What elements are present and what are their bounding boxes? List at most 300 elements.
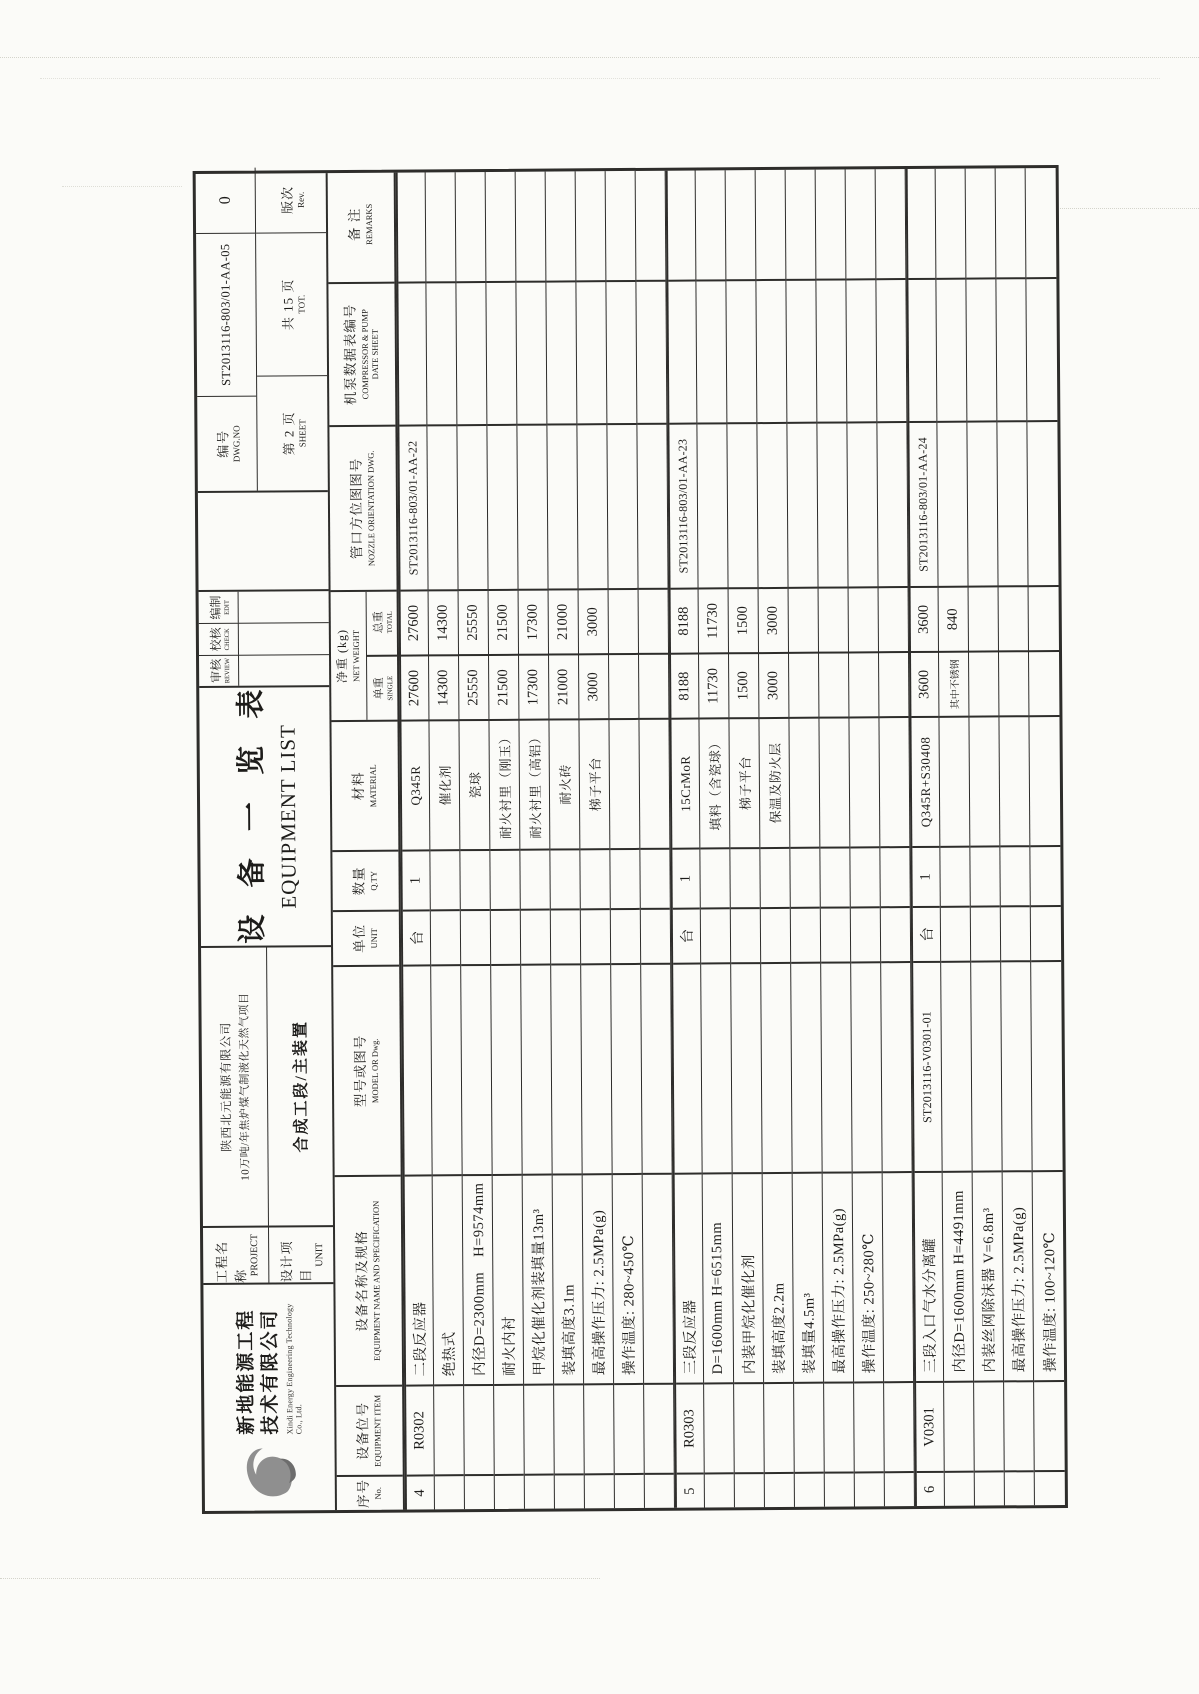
- cell-qty: [850, 846, 879, 906]
- cell-nozzle: ST2013116-803/01-AA-24: [909, 421, 937, 586]
- cell-material: 瓷球: [459, 719, 489, 849]
- cell-spec: 内装丝网除沫器 V=6.8m³: [973, 1170, 1003, 1380]
- cell-model: [461, 964, 491, 1174]
- cell-spec: 绝热式: [433, 1174, 463, 1384]
- cell-single: 25550: [459, 654, 488, 719]
- cell-single: 11730: [699, 652, 728, 717]
- cell-item: [974, 1380, 1004, 1470]
- col-header-model: 型号或图号 MODEL OR Dwg.: [333, 965, 400, 1175]
- cell-remarks: [546, 165, 576, 280]
- unit-label: 设计项目 UNIT: [279, 1240, 326, 1283]
- cell-nozzle: [877, 421, 907, 586]
- cell-single: [969, 650, 998, 715]
- cell-model: [551, 963, 581, 1173]
- cell-model: [581, 963, 611, 1173]
- cell-total: 1500: [729, 587, 758, 652]
- cell-item: [944, 1381, 974, 1471]
- cell-no: [885, 1471, 914, 1506]
- cell-total: 8188: [671, 588, 698, 653]
- titleblock-spacer-cell: [198, 490, 329, 590]
- cell-spec: 操作温度: 280~450℃: [613, 1173, 643, 1383]
- signature-cell: [239, 622, 329, 654]
- cell-total: 11730: [699, 587, 728, 652]
- cell-remarks: [816, 163, 846, 278]
- cell-no: [795, 1472, 824, 1507]
- cell-unit: [641, 908, 670, 963]
- signature-cell: [239, 654, 329, 686]
- cell-qty: [430, 849, 459, 909]
- cell-spec: 二段反应器: [405, 1174, 433, 1384]
- cell-no: [645, 1473, 674, 1508]
- cell-model: [971, 960, 1001, 1170]
- cell-material: 梯子平台: [729, 717, 759, 847]
- cell-unit: [491, 909, 520, 964]
- dwg-no-label: 编号 DWG.NO: [197, 396, 257, 491]
- cell-pump: [486, 281, 516, 424]
- cell-qty: [1000, 845, 1029, 905]
- cell-single: 其中不锈钢: [939, 651, 968, 716]
- cell-nozzle: ST2013116-803/01-AA-23: [669, 423, 697, 588]
- cell-qty: [820, 846, 849, 906]
- cell-spec: [883, 1171, 913, 1381]
- scan-artifact-line: [40, 78, 1160, 79]
- titleblock-values: [201, 945, 333, 1226]
- cell-remarks: [398, 166, 426, 281]
- cell-model: ST2013116-V0301-01: [913, 961, 941, 1171]
- cell-remarks: [426, 166, 456, 281]
- cell-spec: [643, 1173, 673, 1383]
- cell-pump: [516, 281, 546, 424]
- cell-qty: [970, 845, 999, 905]
- cell-single: [879, 651, 908, 716]
- cell-unit: [761, 907, 790, 962]
- cell-nozzle: [577, 423, 607, 588]
- cell-nozzle: [517, 424, 547, 589]
- cell-qty: [520, 849, 549, 909]
- cell-unit: 台: [673, 908, 700, 963]
- dwg-no-value: ST2013116-803/01-AA-05: [196, 233, 256, 396]
- net-weight-title: 净重 (kg) NET WEIGHT: [331, 592, 368, 720]
- cell-qty: [700, 847, 729, 907]
- cell-model: [1001, 960, 1031, 1170]
- cell-model: [673, 963, 701, 1173]
- cell-unit: 台: [913, 906, 940, 961]
- cell-material: [999, 715, 1029, 845]
- cell-no: [1035, 1470, 1065, 1505]
- cell-no: 5: [677, 1472, 704, 1507]
- cell-model: [941, 961, 971, 1171]
- cell-item: [854, 1381, 884, 1471]
- document-title: [199, 679, 331, 946]
- cell-pump: [816, 278, 846, 421]
- cell-spec: 内装甲烷化催化剂: [733, 1172, 763, 1382]
- cell-spec: 装填高度3.1m: [553, 1173, 583, 1383]
- cell-remarks: [908, 163, 936, 278]
- cell-total: 27600: [401, 589, 428, 654]
- cell-no: [765, 1472, 794, 1507]
- cell-pump: [966, 277, 996, 420]
- cell-model: [641, 963, 671, 1173]
- cell-item: [704, 1382, 734, 1472]
- cell-item: [734, 1382, 764, 1472]
- cell-remarks: [636, 165, 666, 280]
- cell-no: [825, 1471, 854, 1506]
- project-value: 陕西北元能源有限公司 10万吨/年焦炉煤气制液化天然气项目: [201, 948, 268, 1226]
- cell-nozzle: [787, 422, 817, 587]
- cell-remarks: [516, 166, 546, 281]
- cell-nozzle: [997, 420, 1027, 585]
- cell-pump: [696, 279, 726, 422]
- cell-model: [761, 962, 791, 1172]
- col-header-material: 材料 MATERIAL: [331, 720, 398, 850]
- cell-remarks: [996, 162, 1026, 277]
- col-header-total: 总重 TOTAL: [372, 611, 394, 634]
- cell-pump: [668, 280, 696, 423]
- cell-single: [849, 651, 878, 716]
- cell-model: [403, 964, 431, 1174]
- cell-unit: [1031, 905, 1061, 960]
- sheet-total: 共 15 页 TOT.: [256, 232, 327, 375]
- cell-unit: [461, 909, 490, 964]
- cell-qty: [550, 848, 579, 908]
- cell-total: [819, 586, 848, 651]
- cell-unit: 台: [403, 909, 430, 964]
- cell-item: [644, 1383, 674, 1473]
- cell-remarks: [606, 165, 636, 280]
- cell-item: [494, 1384, 524, 1474]
- cell-spec: 最高操作压力: 2.5MPa(g): [1003, 1170, 1033, 1380]
- cell-item: [584, 1383, 614, 1473]
- cell-qty: [610, 848, 639, 908]
- cell-item: V0301: [916, 1381, 944, 1471]
- col-header-remarks: 备 注 REMARKS: [346, 203, 375, 245]
- cell-spec: 装填高度2.2m: [763, 1172, 793, 1382]
- cell-material: [939, 716, 969, 846]
- cell-total: [849, 586, 878, 651]
- cell-single: [999, 650, 1028, 715]
- cell-no: [615, 1473, 644, 1508]
- cell-single: 1500: [729, 652, 758, 717]
- cell-single: [819, 651, 848, 716]
- cell-spec: 操作温度: 100~120℃: [1033, 1170, 1064, 1380]
- cell-qty: 1: [672, 848, 699, 908]
- document-title-en: EQUIPMENT LIST: [275, 724, 301, 909]
- cell-material: [789, 717, 819, 847]
- cell-remarks: [726, 164, 756, 279]
- cell-item: [1034, 1380, 1065, 1470]
- cell-pump: [846, 278, 876, 421]
- cell-item: [434, 1384, 464, 1474]
- cell-spec: D=1600mm H=6515mm: [703, 1172, 733, 1382]
- company-name-cn-1: 新地能源工程: [235, 1308, 258, 1435]
- titleblock-labels: [203, 1225, 333, 1283]
- cell-unit: [731, 907, 760, 962]
- cell-nozzle: [607, 423, 637, 588]
- cell-qty: 1: [912, 846, 939, 906]
- cell-single: 17300: [519, 654, 548, 719]
- company-name-en: Xindi Energy Engineering Technology Co., Ltd.: [284, 1303, 304, 1435]
- cell-model: [431, 964, 461, 1174]
- cell-spec: 最高操作压力: 2.5MPa(g): [583, 1173, 613, 1383]
- cell-pump: [576, 280, 606, 423]
- document-title-cn: 设 备 一 览 表: [235, 679, 270, 944]
- cell-no: 6: [917, 1471, 944, 1506]
- cell-material: Q345R: [401, 719, 429, 849]
- cell-item: [524, 1384, 554, 1474]
- cell-single: 21500: [489, 654, 518, 719]
- cell-unit: [881, 906, 910, 961]
- cell-unit: [581, 908, 610, 963]
- cell-total: 3000: [579, 588, 608, 653]
- cell-nozzle: [487, 424, 517, 589]
- cell-qty: [460, 849, 489, 909]
- col-header-qty: 数量 Q.TY: [332, 850, 398, 910]
- cell-spec: 耐火内衬: [493, 1174, 523, 1384]
- cell-no: [945, 1471, 974, 1506]
- cell-single: 8188: [671, 653, 698, 718]
- cell-pump: [456, 281, 486, 424]
- cell-material: 耐火衬里（刚玉）: [489, 719, 519, 849]
- cell-unit: [431, 909, 460, 964]
- cell-total: [609, 588, 638, 653]
- cell-remarks: [936, 163, 966, 278]
- cell-nozzle: [727, 422, 757, 587]
- cell-qty: [490, 849, 519, 909]
- cell-no: [975, 1470, 1004, 1505]
- cell-material: 催化剂: [429, 719, 459, 849]
- cell-unit: [851, 906, 880, 961]
- cell-item: [794, 1382, 824, 1472]
- cell-material: 耐火砖: [549, 718, 579, 848]
- cell-remarks: [846, 163, 876, 278]
- cell-pump: [996, 277, 1026, 420]
- cell-unit: [821, 906, 850, 961]
- cell-model: [851, 961, 881, 1171]
- cell-material: 耐火衬里（高铝）: [519, 719, 549, 849]
- cell-remarks: [1026, 162, 1057, 277]
- cell-total: [879, 586, 908, 651]
- cell-qty: [640, 848, 669, 908]
- sheet-number: 第 2 页 SHEET: [257, 375, 328, 490]
- cell-model: [491, 964, 521, 1174]
- cell-nozzle: [847, 421, 877, 586]
- cell-nozzle: [457, 424, 487, 589]
- cell-pump: [726, 279, 756, 422]
- cell-no: [585, 1473, 614, 1508]
- cell-spec: 内径D=2300mm H=9574mm: [463, 1174, 493, 1384]
- cell-material: Q345R+S30408: [911, 716, 939, 846]
- scan-artifact-line: [0, 1578, 600, 1579]
- cell-remarks: [696, 164, 726, 279]
- col-header-pump-datasheet: 机泵数据表编号 COMPRESSOR & PUMP DATE SHEET: [328, 282, 395, 425]
- cell-remarks: [966, 162, 996, 277]
- cell-single: [789, 652, 818, 717]
- cell-pump: [936, 278, 966, 421]
- cell-nozzle: [817, 421, 847, 586]
- signoff-edit: 编制 EDIT: [199, 592, 239, 624]
- cell-no: [1005, 1470, 1034, 1505]
- cell-unit: [941, 906, 970, 961]
- cell-total: 3000: [759, 587, 788, 652]
- cell-spec: 三段入口气水分离罐: [915, 1171, 943, 1381]
- cell-no: [465, 1474, 494, 1509]
- cell-nozzle: [547, 423, 577, 588]
- cell-nozzle: [637, 423, 667, 588]
- cell-total: [1029, 585, 1059, 650]
- rotated-drawing-sheet: [202, 171, 1062, 1514]
- signoff-grid: [199, 589, 330, 686]
- cell-material: [849, 716, 879, 846]
- unit-value: 合成工段/主装置: [292, 1020, 311, 1153]
- company-logo-icon: [239, 1442, 301, 1504]
- cell-no: [705, 1472, 734, 1507]
- cell-single: 21000: [549, 653, 578, 718]
- cell-item: R0303: [676, 1382, 704, 1472]
- cell-model: [731, 962, 761, 1172]
- signoff-check: 校核 CHECK: [199, 623, 239, 655]
- cell-total: [969, 585, 998, 650]
- cell-no: [495, 1474, 524, 1509]
- dwg-number-block: [196, 167, 328, 491]
- cell-model: [881, 961, 911, 1171]
- cell-material: 15CrMoR: [671, 718, 699, 848]
- cell-total: 21000: [549, 588, 578, 653]
- cell-nozzle: [1027, 420, 1058, 585]
- cell-qty: [940, 846, 969, 906]
- title-block: [196, 173, 337, 1511]
- col-header-single: 单重 SINGLE: [367, 655, 397, 720]
- company-name-cn-2: 技术有限公司: [259, 1308, 281, 1435]
- cell-no: [555, 1473, 584, 1508]
- cell-pump: [636, 280, 666, 423]
- cell-qty: [790, 847, 819, 907]
- cell-single: 3000: [759, 652, 788, 717]
- signoff-review: 审核 REVIEW: [199, 654, 239, 686]
- project-label: 工程名称 PROJECT: [203, 1228, 269, 1283]
- cell-spec: 装填量4.5m³: [793, 1172, 823, 1382]
- equipment-rows: [396, 168, 1065, 1510]
- cell-qty: [580, 848, 609, 908]
- cell-material: [639, 718, 669, 848]
- cell-model: [821, 961, 851, 1171]
- cell-unit: [971, 905, 1000, 960]
- cell-remarks: [576, 165, 606, 280]
- cell-item: [464, 1384, 494, 1474]
- cell-nozzle: [697, 422, 727, 587]
- cell-total: 25550: [459, 589, 488, 654]
- scan-artifact-line: [62, 186, 182, 187]
- cell-total: 14300: [429, 589, 458, 654]
- cell-qty: [1030, 845, 1060, 905]
- cell-item: [884, 1381, 914, 1471]
- cell-remarks: [786, 164, 816, 279]
- cell-model: [1031, 960, 1062, 1170]
- cell-remarks: [756, 164, 786, 279]
- cell-total: 17300: [519, 589, 548, 654]
- rev-label: 版次 Rev.: [279, 185, 306, 214]
- cell-total: [639, 588, 668, 653]
- cell-single: 3000: [579, 653, 608, 718]
- cell-spec: 三段反应器: [675, 1173, 703, 1383]
- cell-model: [701, 962, 731, 1172]
- cell-material: 填料（含瓷球）: [699, 717, 729, 847]
- cell-single: 14300: [429, 654, 458, 719]
- table-header-row: [328, 173, 405, 1510]
- cell-total: 3600: [911, 586, 938, 651]
- cell-item: R0302: [406, 1384, 434, 1474]
- cell-single: [639, 653, 668, 718]
- cell-remarks: [456, 166, 486, 281]
- cell-qty: [730, 847, 759, 907]
- cell-pump: [908, 278, 936, 421]
- cell-pump: [876, 278, 906, 421]
- cell-spec: 操作温度: 250~280℃: [853, 1171, 883, 1381]
- rev-value: 0: [216, 196, 234, 205]
- cell-single: [1029, 650, 1059, 715]
- cell-item: [1004, 1380, 1034, 1470]
- cell-item: [764, 1382, 794, 1472]
- scan-artifact-line: [1040, 208, 1199, 209]
- cell-spec: 内径D=1600mm H=4491mm: [943, 1171, 973, 1381]
- cell-material: 保温及防火层: [759, 717, 789, 847]
- cell-spec: 甲烷化催化剂装填量13m³: [523, 1174, 553, 1384]
- cell-qty: 1: [402, 849, 429, 909]
- col-header-item: 设备位号 EQUIPMENT ITEM: [336, 1385, 403, 1475]
- cell-unit: [611, 908, 640, 963]
- cell-single: [609, 653, 638, 718]
- cell-model: [521, 964, 551, 1174]
- cell-item: [554, 1383, 584, 1473]
- cell-nozzle: [937, 421, 967, 586]
- cell-item: [614, 1383, 644, 1473]
- cell-single: 3600: [911, 651, 938, 716]
- cell-nozzle: [967, 420, 997, 585]
- cell-no: 4: [407, 1474, 434, 1509]
- cell-unit: [791, 907, 820, 962]
- cell-material: 梯子平台: [579, 718, 609, 848]
- cell-no: [525, 1474, 554, 1509]
- cell-nozzle: [427, 424, 457, 589]
- cell-pump: [398, 281, 426, 424]
- cell-remarks: [876, 163, 906, 278]
- cell-nozzle: [757, 422, 787, 587]
- col-header-no: 序号 No.: [337, 1475, 403, 1510]
- cell-no: [735, 1472, 764, 1507]
- col-header-net-weight: [331, 590, 398, 720]
- col-header-nozzle-dwg: 管口方位图图号 NOZZLE ORIENTATION DWG.: [329, 425, 396, 590]
- cell-unit: [551, 908, 580, 963]
- col-header-name-spec: 设备名称及规格 EQUIPMENT NAME AND SPECIFICATION: [335, 1175, 402, 1385]
- cell-qty: [760, 847, 789, 907]
- cell-unit: [521, 909, 550, 964]
- cell-qty: [880, 846, 909, 906]
- cell-material: [1029, 715, 1060, 845]
- cell-nozzle: ST2013116-803/01-AA-22: [399, 424, 427, 589]
- cell-no: [855, 1471, 884, 1506]
- cell-total: 21500: [489, 589, 518, 654]
- cell-model: [611, 963, 641, 1173]
- cell-model: [791, 962, 821, 1172]
- cell-material: [969, 715, 999, 845]
- cell-material: [879, 716, 909, 846]
- cell-total: [789, 587, 818, 652]
- cell-pump: [606, 280, 636, 423]
- company-block: [203, 1282, 335, 1511]
- cell-total: [999, 585, 1028, 650]
- cell-remarks: [486, 166, 516, 281]
- cell-pump: [426, 281, 456, 424]
- scan-artifact-line: [0, 57, 1199, 58]
